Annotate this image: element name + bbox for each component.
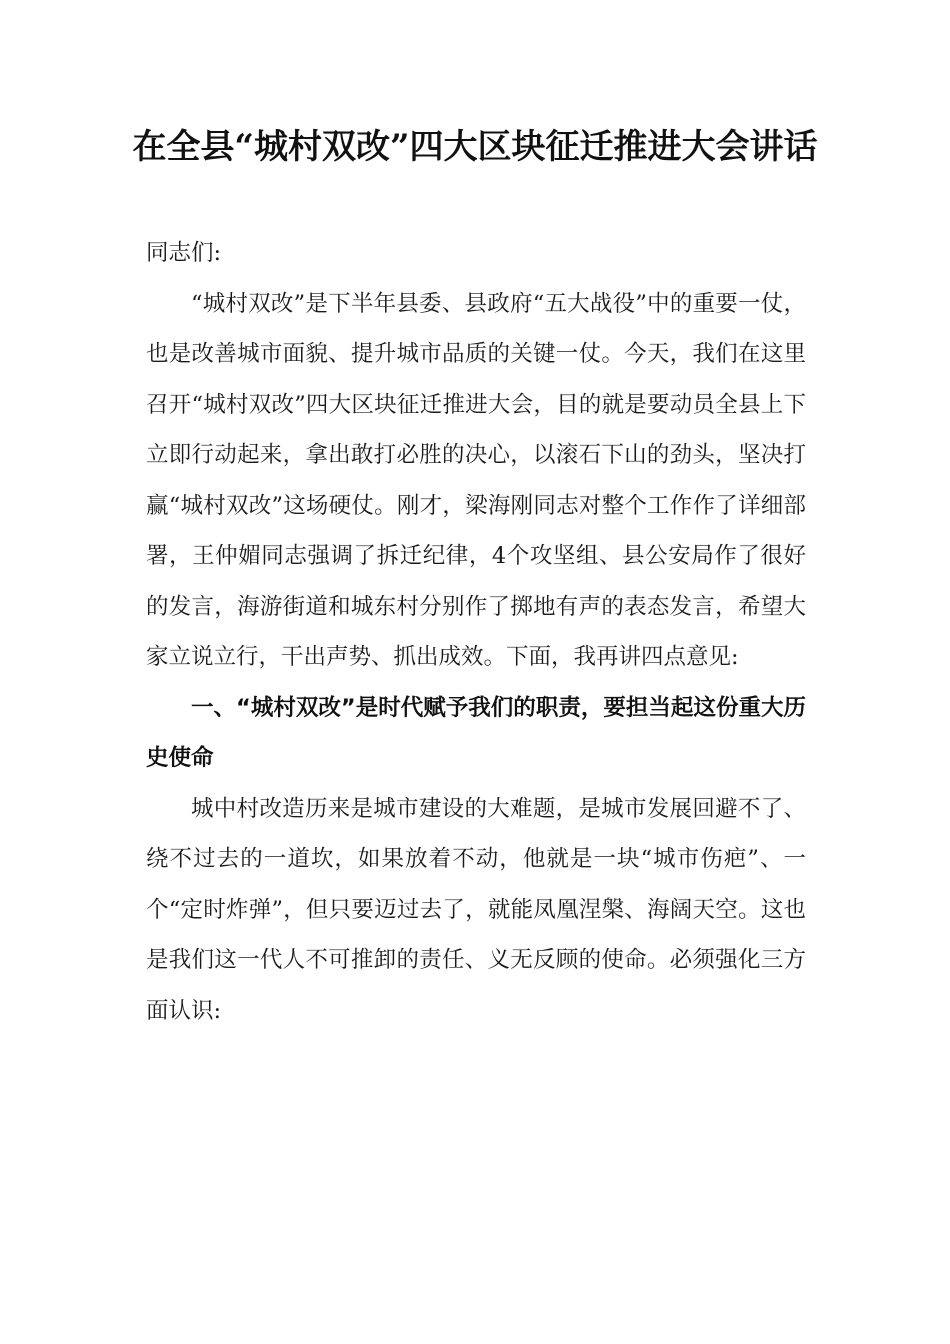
intro-paragraph: “城村双改”是下半年县委、县政府“五大战役”中的重要一仗，也是改善城市面貌、提升城市品质的关键一仗。今天，我们在这里召开“城村双改”四大区块征迁推进大会，目的就是要动员全县上下立即行动起来，拿出敢打必胜的决心，以滚石下山的劲头，坚决打赢“城村双改”这场硬仗。刚才，梁海刚同志对整个工作作了详细部署，王仲媚同志强调了拆迁纪律，4个攻坚组、县公安局作了很好的发言，海游街道和城东村分别作了掷地有声的表态发言，希望大家立说立行，干出声势、抓出成效。下面，我再讲四点意见: bbox=[146, 290, 806, 670]
salutation: 同志们: bbox=[146, 240, 222, 266]
document-title: 在全县“城村双改”四大区块征迁推进大会讲话 bbox=[132, 127, 818, 167]
section-paragraph: 城中村改造历来是城市建设的大难题，是城市发展回避不了、绕不过去的一道坎，如果放着不动，他就是一块“城市伤疤”、一个“定时炸弹”，但只要迈过去了，就能凤凰涅槃、海阔天空。这也是我们这一代人不可推卸的责任、义无反顾的使命。必须强化三方面认识: bbox=[146, 795, 806, 1024]
document-body bbox=[146, 228, 806, 1036]
section-heading: 一、“城村双改”是时代赋予我们的职责，要担当起这份重大历史使命 bbox=[146, 694, 806, 771]
